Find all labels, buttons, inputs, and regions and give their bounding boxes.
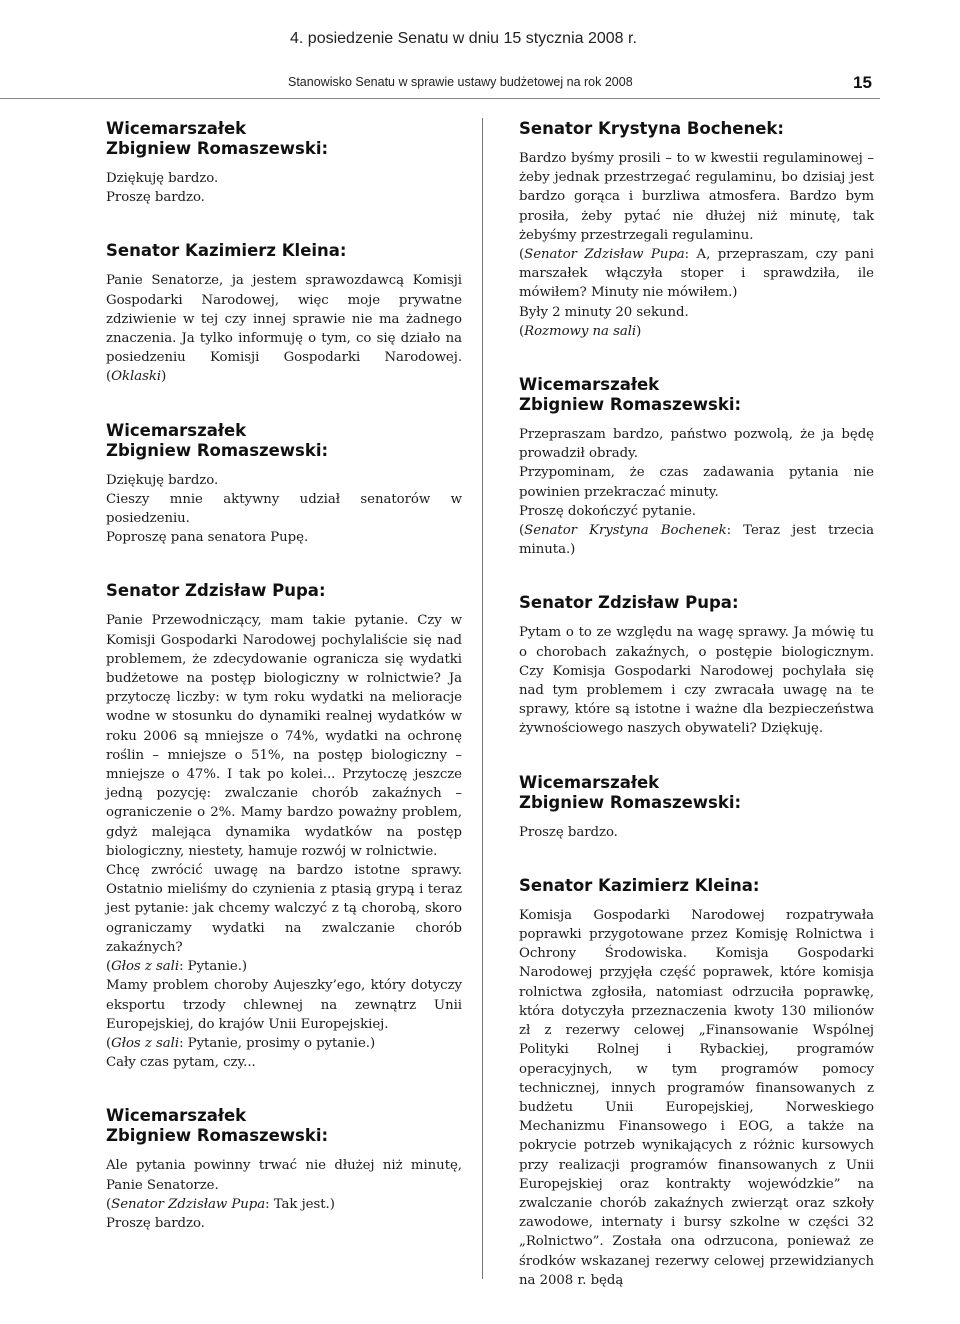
speaker-title: Wicemarszałek <box>106 119 247 138</box>
paragraph: Były 2 minuty 20 sekund. <box>519 304 689 320</box>
paragraph-text: ) <box>636 323 642 339</box>
paragraph-text: Panie Senatorze, ja jestem sprawozdawcą Komisji Gospodarki Narodowej, więc moje prywatne zdziwienie w tej czy innej sprawie nie ma żadnego znaczenia. Ja tylko informuję o tym, co się działo na posiedzeniu Komisji Gospodarki Narodowej. ( <box>106 273 462 385</box>
paragraph: Chcę zwrócić uwagę na bardzo istotne sprawy. Ostatnio mieliśmy do czynienia z ptasią grypą i teraz jest pytanie: jak chcemy walczyć z tą chorobą, skoro ograniczamy wydatki na zwalczanie chorób zakaźnych? <box>106 863 462 955</box>
paragraph-text: : Pytanie, prosimy o pytanie.) <box>179 1035 376 1051</box>
paragraph: Przepraszam bardzo, państwo pozwolą, że ja będę prowadził obrady. <box>519 427 874 462</box>
stage-direction: Senator Zdzisław Pupa <box>111 1196 266 1212</box>
speaker-name: Zbigniew Romaszewski: <box>106 440 329 460</box>
header-title: 4. posiedzenie Senatu w dniu 15 stycznia 2008 r. <box>290 30 637 47</box>
speaker-heading: Senator Kazimierz Kleina: <box>519 875 760 895</box>
stage-direction: Senator Krystyna Bochenek <box>524 523 727 539</box>
paragraph-text: : Pytanie.) <box>179 959 248 975</box>
header-rule <box>0 98 880 99</box>
speech-block <box>519 119 874 341</box>
page-header <box>0 0 960 100</box>
speech-block <box>519 773 874 842</box>
header-subtitle: Stanowisko Senatu w sprawie ustawy budżetowej na rok 2008 <box>288 75 633 89</box>
speaker-heading: Senator Zdzisław Pupa: <box>519 593 739 613</box>
paragraph: Proszę bardzo. <box>106 190 205 206</box>
paragraph-text: : Tak jest.) <box>265 1196 335 1212</box>
speaker-name: Zbigniew Romaszewski: <box>106 1126 329 1146</box>
speaker-heading <box>519 773 874 813</box>
paragraph-text: ( <box>519 323 525 339</box>
paragraph: Poproszę pana senatora Pupę. <box>106 530 309 546</box>
paragraph-text: : Teraz jest trzecia minuta.) <box>519 523 874 558</box>
paragraph: Dziękuję bardzo. <box>106 171 219 186</box>
paragraph: Cały czas pytam, czy... <box>106 1055 256 1071</box>
paragraph <box>519 245 874 303</box>
column-divider <box>482 118 483 1279</box>
paragraph <box>106 271 462 386</box>
speaker-heading: Senator Zdzisław Pupa: <box>106 581 326 601</box>
stage-direction: Senator Zdzisław Pupa <box>524 247 685 263</box>
paragraph: Proszę dokończyć pytanie. <box>519 503 696 519</box>
page-number: 15 <box>853 73 872 92</box>
paragraph <box>519 322 874 341</box>
speaker-heading <box>106 421 462 461</box>
speech-block <box>106 421 462 548</box>
stage-direction: Głos z sali <box>111 959 180 975</box>
paragraph: Pytam o to ze względu na wagę sprawy. Ja mówię tu o chorobach zakaźnych, o postępie biologicznym. Czy Komisja Gospodarki Narodowej pochylała się nad tym problemem i czy zwracała uwagę na te sprawy, które są istotne i ważne dla bezpieczeństwa żywnościowego naszych obywateli? Dziękuję. <box>519 625 874 737</box>
speaker-heading: Senator Kazimierz Kleina: <box>106 241 347 261</box>
paragraph: Proszę bardzo. <box>106 1215 205 1231</box>
left-column <box>106 119 462 1267</box>
speech-block <box>519 375 874 559</box>
speaker-name: Zbigniew Romaszewski: <box>519 792 742 812</box>
paragraph: Panie Przewodniczący, mam takie pytanie. Czy w Komisji Gospodarki Narodowej pochylaliście się nad problemem, że zdecydowanie ogranicza się wydatki budżetowe na postęp biologiczny w rolnictwie? Ja przytoczę liczby: w tym roku wydatki na melioracje wodne w stosunku do dynamiki realnej wydatków w roku 2006 są mniejsze o 74%, wydatki na ochronę roślin – mniejsze o 51%, na postęp biologiczny – mniejsze o 47%. I tak po kolei... Przytoczę jeszcze jedną pozycję: zwalczanie chorób zakaźnych – ograniczenie o 2%. Mamy bardzo poważny problem, gdyż malejąca dynamika wydatków na postęp biologiczny, niestety, hamuje rozwój w rolnictwie. <box>106 613 462 859</box>
paragraph-text: ( <box>106 1196 112 1212</box>
paragraph: Mamy problem choroby Aujeszky’ego, który dotyczy eksportu trzody chlewnej na zewnątrz Unii Europejskiej, do krajów Unii Europejskiej. <box>106 978 462 1032</box>
speech-block <box>106 1106 462 1233</box>
paragraph-text: ( <box>106 959 112 975</box>
speech-block <box>106 241 462 386</box>
speech-block <box>106 119 462 207</box>
paragraph-text: ) <box>161 369 167 385</box>
paragraph: Cieszy mnie aktywny udział senatorów w posiedzeniu. <box>106 491 462 527</box>
paragraph: Bardzo byśmy prosili – to w kwestii regulaminowej – żeby jednak przestrzegać regulaminu, bo dzisiaj jest bardzo gorąca i burzliwa atmosfera. Bardzo bym prosiła, żeby pytać nie dłużej niż minutę, tak żebyśmy przestrzegali regulaminu. <box>519 151 874 243</box>
paragraph-text: : A, przepraszam, czy pani marszałek włączyła stoper i sprawdziła, ile mówiłem? Minuty nie mówiłem.) <box>519 247 874 301</box>
right-column <box>519 119 874 1324</box>
paragraph: Ale pytania powinny trwać nie dłużej niż minutę, Panie Senatorze. <box>106 1158 462 1193</box>
paragraph <box>519 521 874 559</box>
paragraph-text: ( <box>519 247 525 263</box>
paragraph: Przypominam, że czas zadawania pytania nie powinien przekraczać minuty. <box>519 465 874 500</box>
stage-direction: Głos z sali <box>111 1035 180 1051</box>
speech-block <box>519 593 874 738</box>
paragraph <box>106 1195 462 1214</box>
paragraph-text: ( <box>106 1035 112 1051</box>
speaker-heading <box>519 375 874 415</box>
paragraph: Proszę bardzo. <box>519 824 618 840</box>
paragraph-text: ( <box>519 523 525 539</box>
speaker-title: Wicemarszałek <box>519 772 660 792</box>
stage-direction: Rozmowy na sali <box>524 323 637 339</box>
speech-block <box>519 876 874 1290</box>
speaker-heading: Senator Krystyna Bochenek: <box>519 119 784 138</box>
speaker-heading <box>106 119 462 159</box>
speaker-title: Wicemarszałek <box>106 420 247 440</box>
speaker-name: Zbigniew Romaszewski: <box>519 395 742 415</box>
paragraph <box>106 957 462 976</box>
speaker-heading <box>106 1106 462 1146</box>
stage-direction: Oklaski <box>111 369 162 385</box>
paragraph: Dziękuję bardzo. <box>106 472 219 488</box>
speaker-title: Wicemarszałek <box>519 375 660 395</box>
paragraph: Komisja Gospodarki Narodowej rozpatrywała poprawki przygotowane przez Komisję Rolnictwa i Ochrony Środowiska. Komisja Gospodarki Narodowej przyjęła część poprawek, które komisja rolnictwa zgłosiła, natomiast odrzuciła poprawkę, która dotyczyła przeznaczenia kwoty 130 milionów zł z rezerwy celowej „Finansowanie Wspólnej Polityki Rolnej i Rybackiej, programów operacyjnych, w tym programów pomocy technicznej, innych programów finansowanych z budżetu Unii Europejskiej, Norweskiego Mechanizmu Finansowego i EOG, a także na pokrycie potrzeb wynikających z różnic kursowych przy realizacji programów finansowanych z Unii Europejskiej oraz kontrakty wojewódzkie” na zwalczanie chorób zakaźnych zwierząt oraz szkoły zawodowe, internaty i bursy szkolne w części 32 „Rolnictwo”. Została ona odrzucona, ponieważ ze środków wskazanej rezerwy celowej przewidzianych na 2008 r. będą <box>519 907 874 1288</box>
paragraph <box>106 1034 462 1053</box>
speech-block <box>106 581 462 1072</box>
speaker-name: Zbigniew Romaszewski: <box>106 139 329 158</box>
speaker-title: Wicemarszałek <box>106 1106 247 1126</box>
